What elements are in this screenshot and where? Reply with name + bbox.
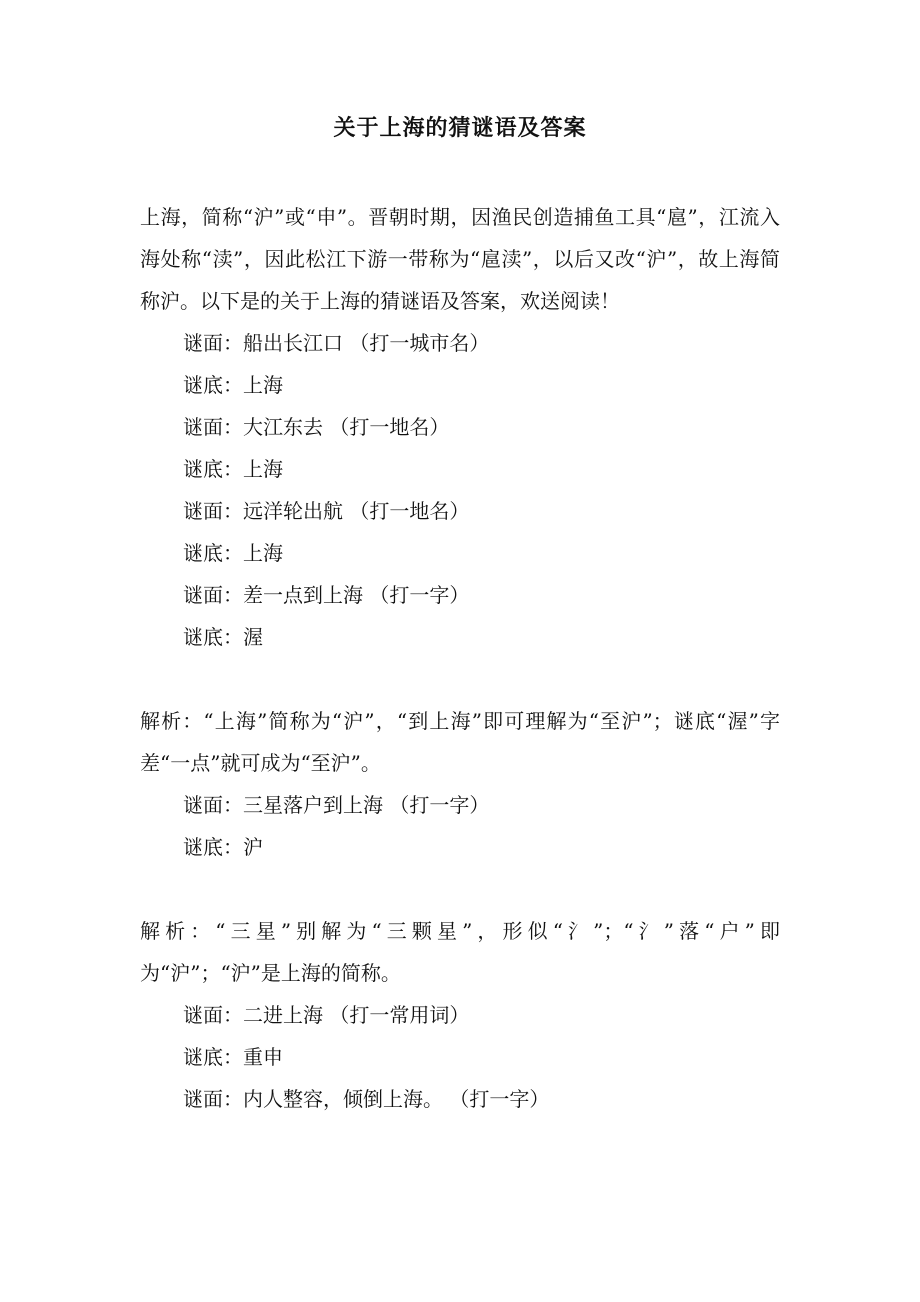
riddle-line: 谜面：三星落户到上海 （打一字） (183, 793, 490, 817)
riddle-line: 谜底：渥 (183, 625, 263, 649)
paragraph-spacer (140, 868, 780, 910)
riddle-line: 谜面：差一点到上海 （打一字） (183, 583, 470, 607)
riddle-line: 谜面：内人整容，倾倒上海。 （打一字） (183, 1087, 550, 1111)
riddle-line: 谜面：二进上海 （打一常用词） (183, 1003, 470, 1027)
document-title: 关于上海的猜谜语及答案 (333, 115, 587, 141)
riddle-line: 谜底：上海 (183, 541, 283, 565)
analysis-paragraph: 解析：“三星”别解为“三颗星”，形似“氵”；“氵”落“户”即为“沪”；“沪”是上海的简称。 (140, 919, 780, 985)
paragraph-spacer (140, 658, 780, 700)
intro-paragraph: 上海，简称“沪”或“申”。晋朝时期，因渔民创造捕鱼工具“扈”，江流入海处称“渎”，因此松江下游一带称为“扈渎”，以后又改“沪”，故上海简称沪。以下是的关于上海的猜谜语及答案，欢送阅读！ (140, 205, 780, 313)
riddle-line: 谜底：沪 (183, 835, 263, 859)
riddle-list-1 (140, 322, 780, 658)
riddle-line: 谜面：船出长江口 （打一城市名） (183, 331, 490, 355)
riddle-line: 谜底：上海 (183, 373, 283, 397)
analysis-paragraph: 解析：“上海”简称为“沪”，“到上海”即可理解为“至沪”；谜底“渥”字差“一点”就可成为“至沪”。 (140, 709, 780, 775)
riddle-line: 谜面：大江东去 （打一地名） (183, 415, 450, 439)
riddle-line: 谜底：上海 (183, 457, 283, 481)
document-body (140, 196, 780, 1120)
riddle-line: 谜面：远洋轮出航 （打一地名） (183, 499, 470, 523)
riddle-list-3 (140, 994, 780, 1120)
riddle-line: 谜底：重申 (183, 1045, 283, 1069)
riddle-list-2 (140, 784, 780, 868)
